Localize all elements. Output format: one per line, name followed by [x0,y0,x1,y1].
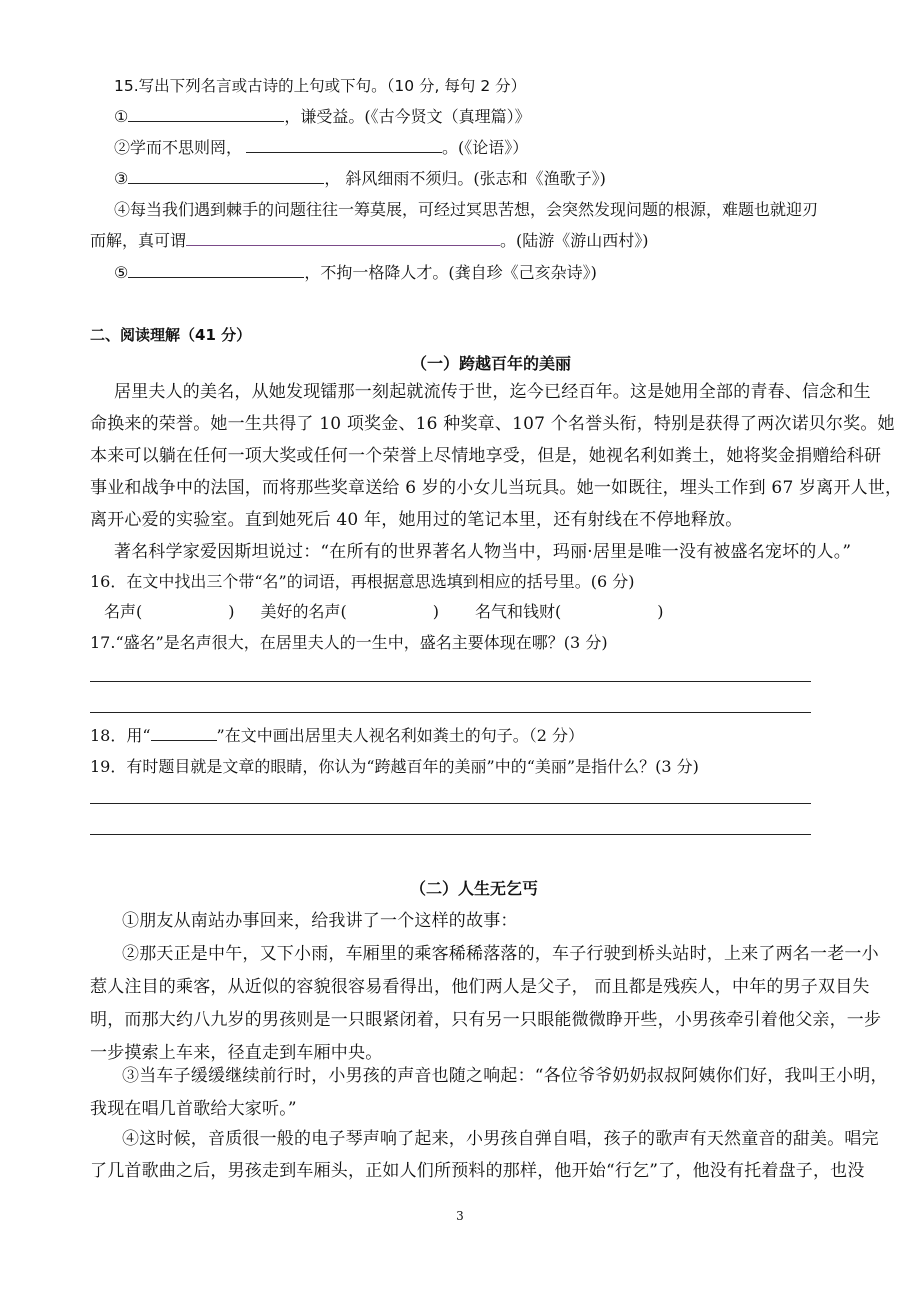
passage1-line: 著名科学家爱因斯坦说过：“在所有的世界著名人物当中，玛丽·居里是唯一没有被盛名宠坏的人。” [114,542,852,562]
answer-line[interactable] [90,803,811,804]
passage1-title: （一）跨越百年的美丽 [410,354,571,373]
q15-item4-start: 而解，真可谓 [90,231,187,250]
q16-opt3: 名气和钱财( [475,602,562,621]
answer-blank-2[interactable] [246,137,442,153]
q15-item-2 [114,137,528,159]
answer-blank-3[interactable] [128,168,324,184]
passage1-line: 本来可以躺在任何一项大奖或任何一个荣誉上尽情地享受，但是，她视名利如粪土，她将奖金捐赠给科研 [90,446,882,466]
q16-close-3: ) [657,602,664,621]
passage2-line: ②那天正是中午，又下小雨，车厢里的乘客稀稀落落的，车子行驶到桥头站时，上来了两名一老一小 [122,944,879,964]
q16-text: 16．在文中找出三个带“名”的词语，再根据意思选填到相应的括号里。(6 分) [90,572,635,591]
passage2-line: ③当车子缓缓继续前行时，小男孩的声音也随之响起：“各位爷爷奶奶叔叔阿姨你们好，我叫王小明， [122,1066,888,1086]
q15-item4-end: 。(陆游《游山西村》) [500,231,649,250]
passage2-title: （二）人生无乞丐 [409,879,538,898]
q17-text: 17.“盛名”是名声很大，在居里夫人的一生中，盛名主要体现在哪？(3 分) [90,633,608,652]
q16-options [104,601,664,623]
q18-text [90,725,584,747]
q15-item3-text: ， 斜风细雨不须归。(张志和《渔歌子》) [324,169,606,188]
passage2-line: 一步摸索上车来，径直走到车厢中央。 [90,1043,383,1063]
answer-blank-5[interactable] [128,262,304,278]
q15-item-5 [114,262,597,284]
q15-title: 15.写出下列名言或古诗的上句或下句。（10 分, 每句 2 分） [114,77,527,95]
q15-item1-num: ① [114,107,129,126]
q15-item4-line1: ④每当我们遇到棘手的问题往往一筹莫展，可经过冥思苦想，会突然发现问题的根源，难题也就迎刃 [114,200,819,219]
page-number: 3 [456,1209,464,1223]
q15-item4-line2 [90,230,649,252]
passage2-line: 惹人注目的乘客，从近似的容貌很容易看得出，他们两人是父子， 而且都是残疾人，中年的男子双目失 [90,977,870,997]
answer-line[interactable] [90,681,811,682]
q15-item-1 [114,106,531,128]
q18-start: 18．用“ [90,726,151,745]
q16-opt2: 美好的名声( [260,602,347,621]
passage2-line: 明，而那大约八九岁的男孩则是一只眼紧闭着，只有另一只眼能微微睁开些，小男孩牵引着他父亲，一步 [90,1010,882,1030]
section-heading: 二、阅读理解（41 分） [90,326,252,344]
passage1-line: 居里夫人的美名，从她发现镭那一刻起就流传于世，迄今已经百年。这是她用全部的青春、信念和生 [114,382,871,402]
underline-sample [151,727,217,741]
answer-blank-1[interactable] [128,106,284,122]
q15-item-3 [114,168,606,190]
q15-item2-start: ②学而不思则罔， [114,138,243,157]
passage1-line: 命换来的荣誉。她一生共得了 10 项奖金、16 种奖章、107 个名誉头衔，特别是获得了两次诺贝尔奖。她 [90,414,895,434]
q15-item5-num: ⑤ [114,263,129,282]
answer-blank-4[interactable] [186,230,500,246]
answer-line[interactable] [90,834,811,835]
q19-text: 19．有时题目就是文章的眼睛，你认为“跨越百年的美丽”中的“美丽”是指什么？(3 分) [90,757,699,776]
q15-item2-end: 。(《论语》） [442,138,529,157]
q15-item5-text: ，不拘一格降人才。(龚自珍《己亥杂诗》) [304,263,597,282]
q16-opt1: 名声( [104,602,143,621]
passage1-line: 离开心爱的实验室。直到她死后 40 年，她用过的笔记本里，还有射线在不停地释放。 [90,510,743,530]
q18-end: ”在文中画出居里夫人视名利如粪土的句子。（2 分） [216,726,584,745]
q15-item3-num: ③ [114,169,129,188]
passage2-line: 了几首歌曲之后，男孩走到车厢头，正如人们所预料的那样，他开始“行乞”了，他没有托着盘子，也没 [90,1161,865,1181]
passage2-line: ④这时候，音质很一般的电子琴声响了起来，小男孩自弹自唱，孩子的歌声有天然童音的甜美。唱完 [122,1129,879,1149]
q16-close-2: ) [432,602,439,621]
passage1-line: 事业和战争中的法国，而将那些奖章送给 6 岁的小女儿当玩具。她一如既往，埋头工作到 67 岁离开人世， [90,478,903,498]
passage2-line: 我现在唱几首歌给大家听。” [90,1099,297,1119]
q16-close-1: ) [228,602,235,621]
answer-line[interactable] [90,712,811,713]
q15-item1-text: ，谦受益。(《古今贤文（真理篇）》 [284,107,531,126]
passage2-line: ①朋友从南站办事回来，给我讲了一个这样的故事： [122,911,518,931]
